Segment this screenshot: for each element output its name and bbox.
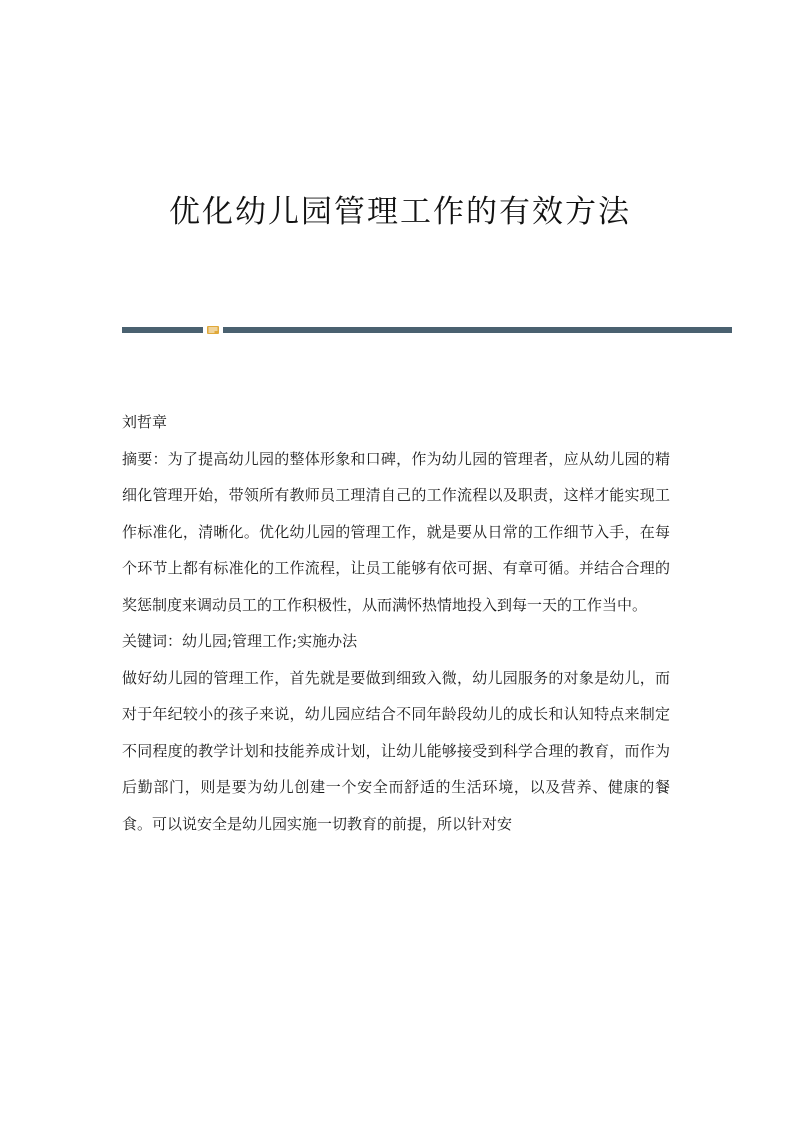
divider-bar-right (223, 327, 732, 333)
divider-bar-left (122, 327, 203, 333)
book-emblem-icon (206, 325, 220, 335)
keywords-line: 关键词：幼儿园;管理工作;实施办法 (122, 632, 358, 650)
body-paragraph: 做好幼儿园的管理工作，首先就是要做到细致入微，幼儿园服务的对象是幼儿，而对于年纪较小的孩子来说，幼儿园应结合不同年龄段幼儿的成长和认知特点来制定不同程度的教学计划和技能养成计划，让幼儿能够接受到科学合理的教育，而作为后勤部门，则是要为幼儿创建一个安全而舒适的生活环境，以及营养、健康的餐食。可以说安全是幼儿园实施一切教育的前提，所以针对安 (122, 668, 670, 833)
document-title: 优化幼儿园管理工作的有效方法 (169, 194, 631, 230)
document-content (122, 404, 670, 842)
title-divider (122, 325, 732, 335)
author-name: 刘哲章 (122, 413, 168, 431)
abstract-paragraph: 摘要：为了提高幼儿园的整体形象和口碑，作为幼儿园的管理者，应从幼儿园的精细化管理开始，带领所有教师员工理清自己的工作流程以及职责，这样才能实现工作标准化，清晰化。优化幼儿园的管理工作，就是要从日常的工作细节入手，在每个环节上都有标准化的工作流程，让员工能够有依可据、有章可循。并结合合理的奖惩制度来调动员工的工作积极性，从而满怀热情地投入到每一天的工作当中。 (122, 449, 670, 614)
